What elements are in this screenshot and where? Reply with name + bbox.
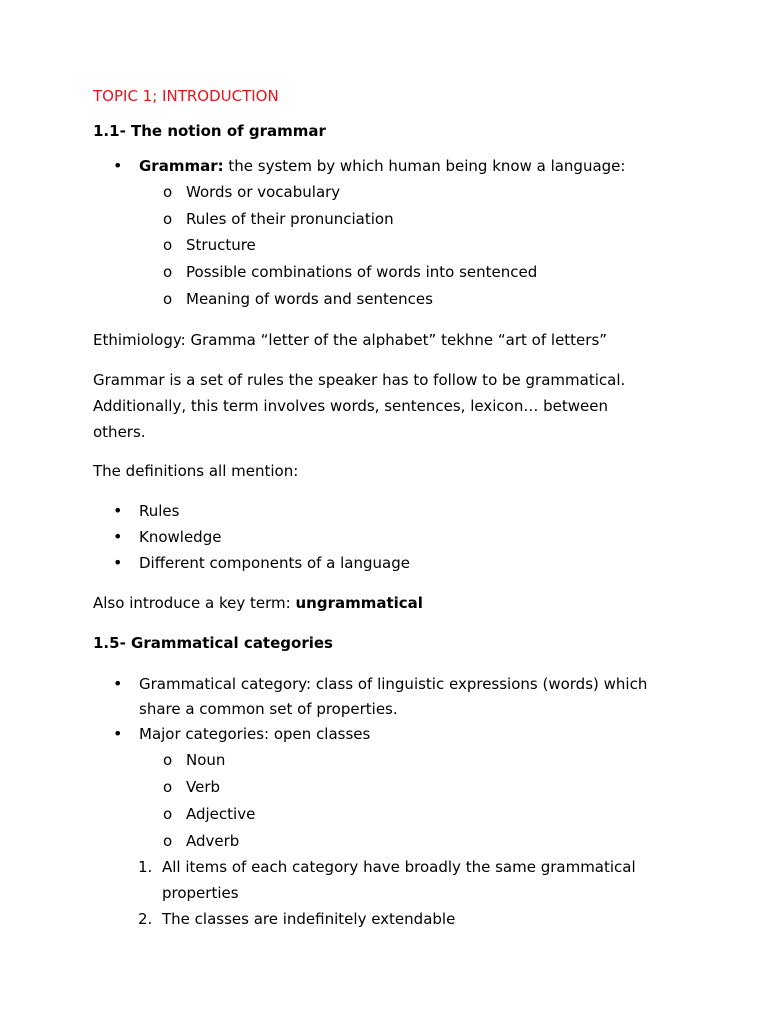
paragraph-line: Additionally, this term involves words, sentences, lexicon… between (93, 397, 608, 415)
circle-bullet-icon: o (163, 183, 173, 201)
numbered-item-text: The classes are indefinitely extendable (162, 910, 456, 928)
sub-list-item-text: Structure (186, 236, 256, 254)
section-heading-notion-of-grammar: 1.1- The notion of grammar (93, 122, 326, 140)
grammar-definition: the system by which human being know a language: (223, 157, 626, 175)
circle-bullet-icon: o (163, 778, 173, 796)
sub-list-item-text: Rules of their pronunciation (186, 210, 394, 228)
sub-list-item-text: Adverb (186, 832, 240, 850)
sub-list-item-text: Meaning of words and sentences (186, 290, 433, 308)
circle-bullet-icon: o (163, 751, 173, 769)
sub-list-item-text: Possible combinations of words into sentenced (186, 263, 538, 281)
list-item-text: Major categories: open classes (139, 725, 371, 743)
list-item-text: Grammatical category: class of linguistic expressions (words) which (139, 675, 648, 693)
key-term-paragraph (93, 593, 423, 613)
sub-list-item-text: Verb (186, 778, 221, 796)
circle-bullet-icon: o (163, 210, 173, 228)
list-item-text: Different components of a language (139, 554, 410, 572)
bullet-icon: • (113, 724, 123, 743)
circle-bullet-icon: o (163, 263, 173, 281)
bullet-icon: • (113, 501, 123, 520)
paragraph-line: others. (93, 423, 146, 441)
item-number: 2. (138, 910, 153, 928)
paragraph-line: Grammar is a set of rules the speaker has to follow to be grammatical. (93, 371, 626, 389)
list-item-continuation: share a common set of properties. (139, 700, 398, 718)
numbered-item-continuation: properties (162, 884, 239, 902)
bullet-icon: • (113, 553, 123, 572)
sub-list-item-text: Adjective (186, 805, 256, 823)
numbered-item-text: All items of each category have broadly the same grammatical (162, 858, 636, 876)
item-number: 1. (138, 858, 153, 876)
circle-bullet-icon: o (163, 236, 173, 254)
bullet-icon: • (113, 674, 123, 693)
list-item-text: Knowledge (139, 528, 222, 546)
definitions-intro: The definitions all mention: (93, 462, 299, 480)
key-term-prefix: Also introduce a key term: (93, 594, 296, 612)
list-item-text: Rules (139, 502, 180, 520)
key-term: ungrammatical (295, 594, 423, 612)
sub-list-item-text: Words or vocabulary (186, 183, 341, 201)
bullet-icon: • (113, 527, 123, 546)
etymology-paragraph: Ethimiology: Gramma “letter of the alphabet” tekhne “art of letters” (93, 331, 608, 349)
topic-title: TOPIC 1; INTRODUCTION (93, 87, 279, 105)
section-heading-grammatical-categories: 1.5- Grammatical categories (93, 634, 333, 652)
circle-bullet-icon: o (163, 832, 173, 850)
circle-bullet-icon: o (163, 805, 173, 823)
grammar-term: Grammar: (139, 157, 224, 175)
sub-list-item-text: Noun (186, 751, 226, 769)
bullet-icon: • (113, 156, 123, 175)
circle-bullet-icon: o (163, 290, 173, 308)
